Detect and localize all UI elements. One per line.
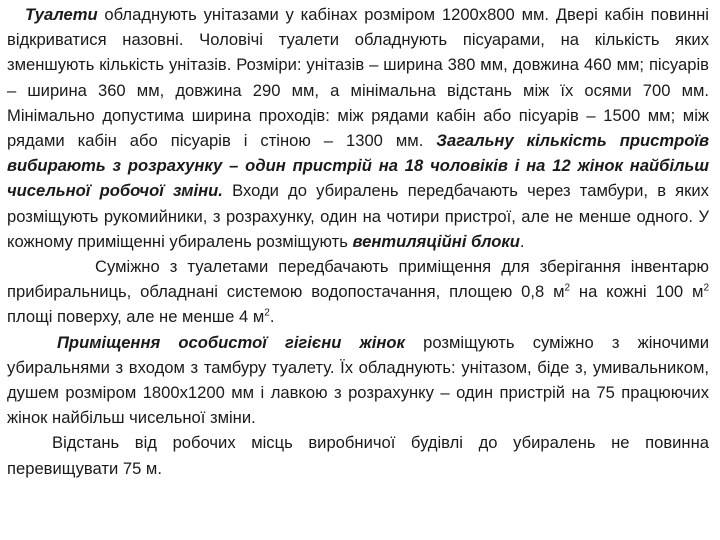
paragraph-cleaning-storage [7,254,709,330]
storage-text-4: . [269,307,275,327]
term-hygiene-rooms: Приміщення особистої гігієни жінок [57,332,405,352]
storage-text-1: Суміжно з туалетами передбачають приміщення для зберігання інвентарю прибиральниць, обладнані системою водопостачання, площею 0,8 м [7,257,709,302]
toilets-text-2: Входи до убиралень передбачають через тамбури, в яких розміщують рукомийники, з розрахунку, один на чотири пристрої, але не менше одного. У кожному приміщенні убиралень розміщують [7,181,709,251]
paragraph-toilets [7,2,709,254]
distance-text: Відстань від робочих місць виробничої будівлі до убиралень не повинна перевищувати 75 м. [7,433,709,478]
storage-text-3: площі поверху, але не менше 4 м [7,307,265,327]
paragraph-hygiene-rooms [7,330,709,431]
hygiene-text-1: розміщують суміжно з жіночими убиральнями з входом з тамбуру туалету. Їх обладнують: унітазом, біде з, умивальником, душем розміром 1800х1200 мм і лавкою з розрахунку – один пристрій на 75 працюючих жінок найбільш чисельної зміни. [7,332,710,428]
fixture-count-emphasis: Загальну кількість пристроїв вибирають з розрахунку – один пристрій на 18 чоловіків і на 12 жінок найбільш чисельної робочої зміни. [7,131,709,201]
ventilation-blocks-emphasis: вентиляційні блоки [352,231,520,251]
paragraph-distance [7,430,709,480]
toilets-text-1: обладнують унітазами у кабінах розміром 1200х800 мм. Двері кабін повинні відкриватися назовні. Чоловічі туалети обладнують пісуарами, на кількість яких зменшують кількість унітазів. Розміри: унітазів – ширина 380 мм, довжина 460 мм; пісуарів – ширина 360 мм, довжина 290 мм, а мінімальна відстань між їх осями 700 мм. Мінімально допустима ширина проходів: між рядами кабін або пісуарів – 1500 мм; між рядами кабін або пісуарів і стіною – 1300 мм. [7,5,709,151]
sup-3: 2 [264,307,270,319]
toilets-text-3: . [519,231,525,251]
sup-1: 2 [564,282,571,294]
term-toilets: Туалети [25,5,98,24]
sup-2: 2 [703,282,709,294]
storage-text-2: на кожні 100 м [570,282,704,302]
